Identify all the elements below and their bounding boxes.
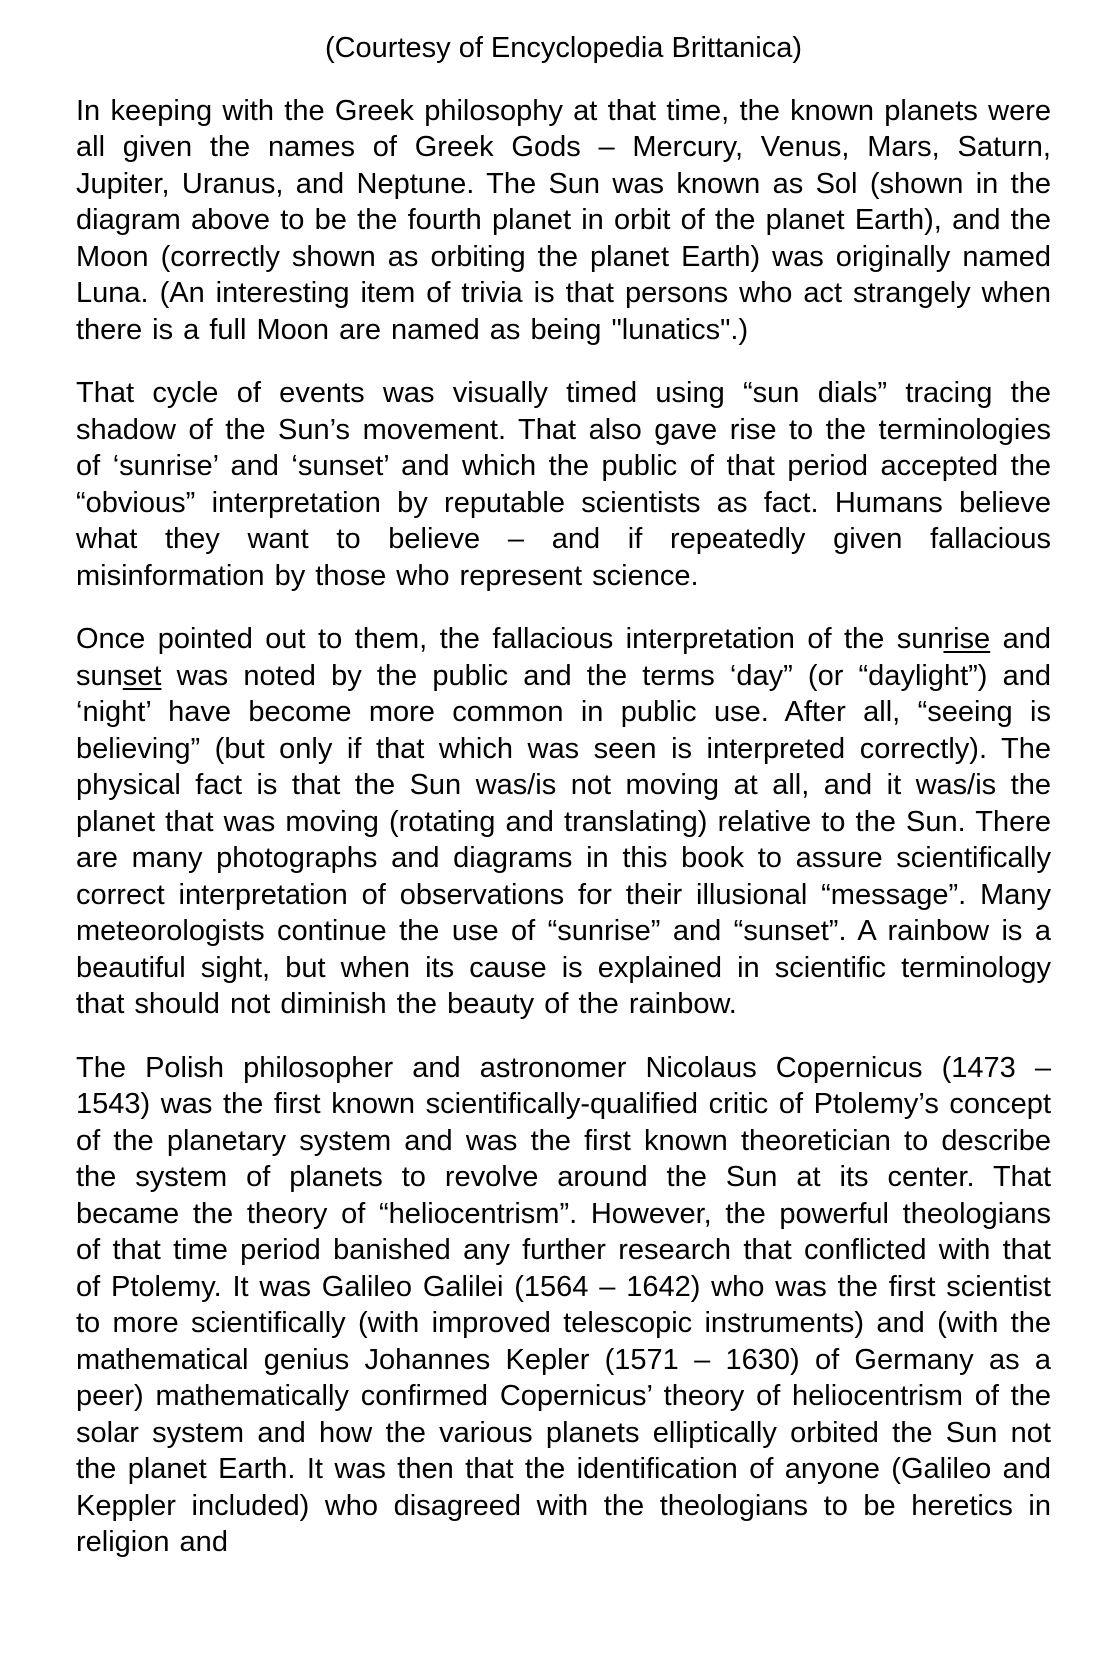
paragraph-text: The Polish philosopher and astronomer Nicolaus Copernicus (1473 – 1543) was the first known scientifically-qualified critic of Ptolemy’s concept of the planetary system and was the first known theoretician to describe the system of planets to revolve around the Sun at its center. That became the theory of “heliocentrism”. However, the powerful theologians of that time period banished any further research that conflicted with that of Ptolemy. It was Galileo Galilei (1564 – 1642) who was the first scientist to more scientifically (with improved telescopic instruments) and (with the mathematical genius Johannes Kepler (1571 – 1630) of Germany as a peer) mathematically confirmed Copernicus’ theory of heliocentrism of the solar system and how the various planets elliptically orbited the Sun not the planet Earth. It was then that the identification of anyone (Galileo and Keppler included) who disagreed with the theologians to be heretics in religion and bbox=[76, 1051, 1062, 1558]
paragraph-planet-names bbox=[76, 93, 1062, 349]
paragraph-text: That cycle of events was visually timed using “sun dials” tracing the shadow of the Sun’s movement. That also gave rise to the terminologies of ‘sunrise’ and ‘sunset’ and which the public of that period accepted the “obvious” interpretation by reputable scientists as fact. Humans believe what they want to believe – and if repeatedly given fallacious misinformation by those who represent science. bbox=[76, 377, 1062, 592]
paragraph-text: and sun bbox=[76, 623, 1062, 692]
courtesy-heading: (Courtesy of Encyclopedia Brittanica) bbox=[324, 32, 803, 64]
paragraph-text: was noted by the public and the terms ‘day” (or “daylight”) and ‘night’ have become more common in public use. After all, “seeing is believing” (but only if that which was seen is interpreted correctly). The physical fact is that the Sun was/is not moving at all, and it was/is the planet that was moving (rotating and translating) relative to the Sun. There are many photographs and diagrams in this book to assure scientifically correct interpretation of observations for their illusional “message”. Many meteorologists continue the use of “sunrise” and “sunset”. A rainbow is a beautiful sight, but when its cause is explained in scientific terminology that should not diminish the beauty of the rainbow. bbox=[76, 659, 1062, 1020]
paragraph-text: Once pointed out to them, the fallacious interpretation of the sun bbox=[76, 623, 944, 655]
underlined-text-rise: rise bbox=[943, 623, 991, 655]
paragraph-sunrise-sunset bbox=[76, 621, 1062, 1023]
underlined-text-set: set bbox=[122, 659, 162, 692]
paragraph-copernicus bbox=[76, 1050, 1062, 1561]
paragraph-sun-dials bbox=[76, 375, 1062, 594]
paragraph-text: In keeping with the Greek philosophy at that time, the known planets were all given the names of Greek Gods – Mercury, Venus, Mars, Saturn, Jupiter, Uranus, and Neptune. The Sun was known as Sol (shown in the diagram above to be the fourth planet in orbit of the planet Earth), and the Moon (correctly shown as orbiting the planet Earth) was originally named Luna. (An interesting item of trivia is that persons who act strangely when there is a full Moon are named as being "lunatics".) bbox=[76, 94, 1062, 346]
